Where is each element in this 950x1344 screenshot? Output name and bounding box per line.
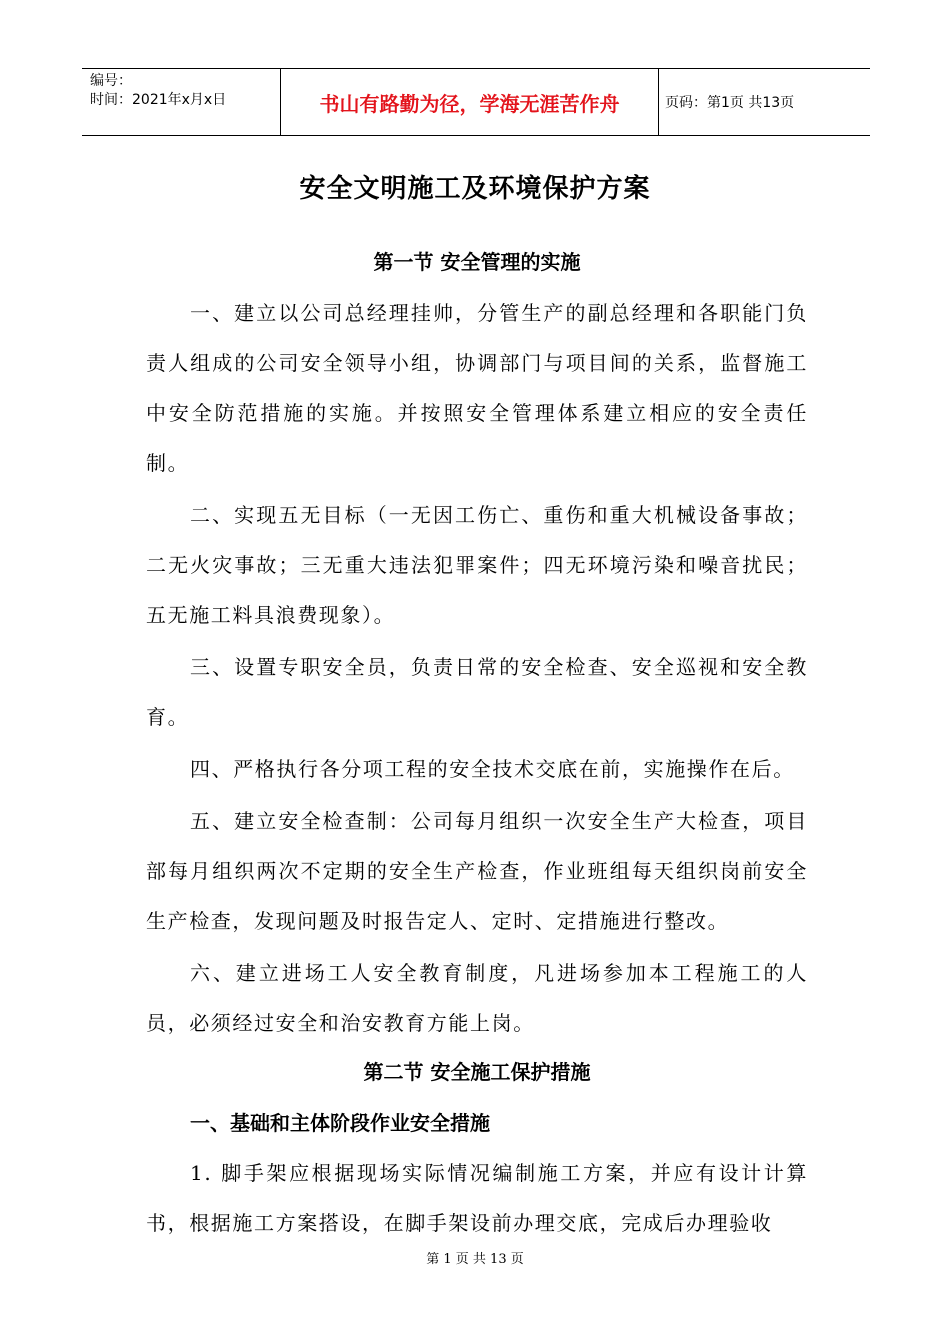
paragraph: 六、建立进场工人安全教育制度，凡进场参加本工程施工的人员，必须经过安全和治安教育方能上岗。: [146, 961, 808, 1035]
header-left-cell: [82, 69, 281, 135]
paragraph: 1. 脚手架应根据现场实际情况编制施工方案，并应有设计计算书，根据施工方案搭设，在脚手架设前办理交底，完成后办理验收: [146, 1161, 808, 1235]
paragraph: 二、实现五无目标（一无因工伤亡、重伤和重大机械设备事故；二无火灾事故；三无重大违法犯罪案件；四无环境污染和噪音扰民；五无施工料具浪费现象）。: [146, 503, 808, 627]
header-table: [82, 68, 870, 136]
paragraph: 三、设置专职安全员，负责日常的安全检查、安全巡视和安全教育。: [146, 655, 808, 729]
paragraph: 五、建立安全检查制：公司每月组织一次安全生产大检查，项目部每月组织两次不定期的安全生产检查，作业班组每天组织岗前安全生产检查，发现问题及时报告定人、定时、定措施进行整改。: [146, 809, 808, 933]
document-body: [146, 240, 808, 1250]
page-footer: 第 1 页 共 13 页: [426, 1252, 524, 1267]
page-info: 页码：第1页 共13页: [665, 95, 795, 111]
paragraph: 四、严格执行各分项工程的安全技术交底在前，实施操作在后。: [190, 757, 795, 781]
date-label: 时间：2021年x月x日: [90, 92, 227, 108]
section-heading: 第一节 安全管理的实施: [373, 250, 581, 274]
sub-heading: 一、基础和主体阶段作业安全措施: [190, 1111, 490, 1135]
paragraph: 一、建立以公司总经理挂帅，分管生产的副总经理和各职能门负责人组成的公司安全领导小组，协调部门与项目间的关系，监督施工中安全防范措施的实施。并按照安全管理体系建立相应的安全责任制。: [146, 301, 808, 475]
document-title: 安全文明施工及环境保护方案: [299, 174, 651, 204]
section-heading: 第二节 安全施工保护措施: [363, 1060, 591, 1084]
number-label: 编号：: [90, 73, 132, 89]
motto: 书山有路勤为径，学海无涯苦作舟: [281, 69, 659, 135]
